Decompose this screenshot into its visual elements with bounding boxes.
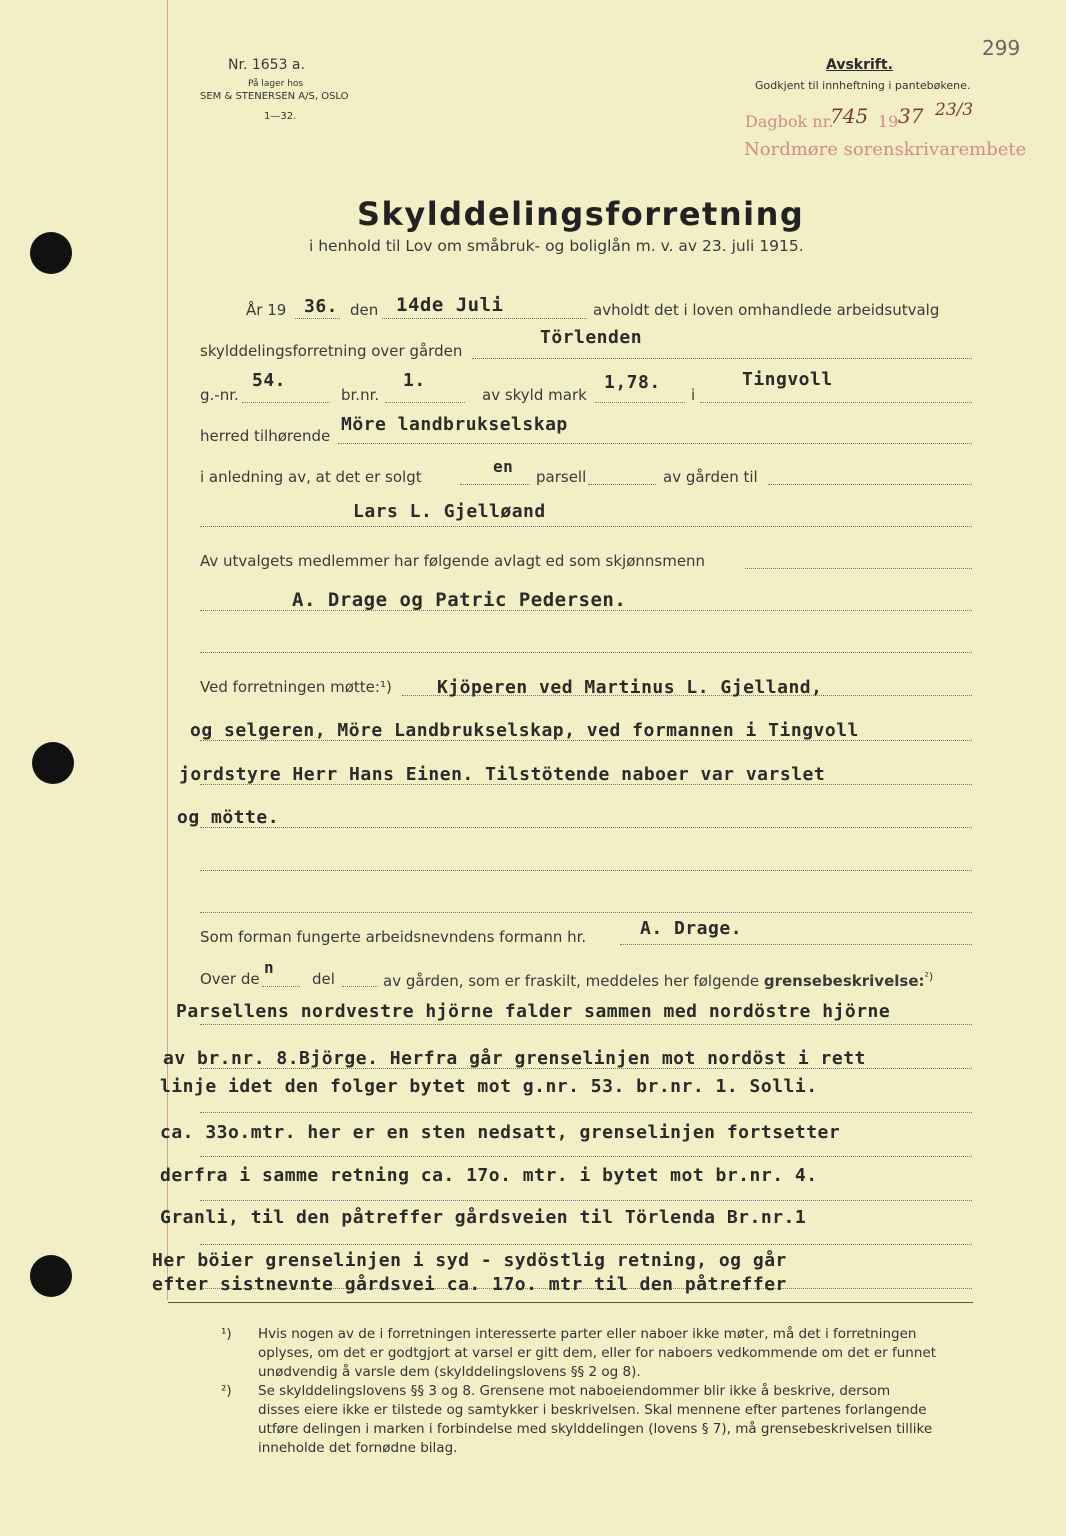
boundary-line-7: Her böier grenselinjen i syd - sydöstlig retning, og går [152, 1250, 787, 1271]
boundary-line-6: Granli, til den påtreffer gårdsveien til Törlenda Br.nr.1 [160, 1207, 807, 1228]
boundary-label-text: av gården, som er fraskilt, meddeles her følgende [383, 972, 760, 990]
stamp-year-prefix: 19 [878, 112, 899, 131]
farm-value: Törlenden [540, 327, 643, 348]
boundary-label-note: ²) [924, 970, 934, 983]
gnr-value: 54. [252, 370, 287, 391]
date-label: den [350, 301, 379, 319]
boundary-line-3: linje idet den folger bytet mot g.nr. 53. br.nr. 1. Solli. [160, 1076, 818, 1097]
page-number: 299 [982, 36, 1021, 60]
footnote-1-line-2: oplyses, om det er godtgjort at varsel er gitt dem, eller for naboers vedkommende om det er funnet [258, 1345, 937, 1361]
date-value: 14de Juli [396, 294, 504, 316]
document-title: Skylddelingsforretning [357, 195, 805, 233]
held-text: avholdt det i loven omhandlede arbeidsutvalg [593, 301, 940, 319]
footnote-1-mark: ¹) [221, 1326, 232, 1342]
boundary-line-2: av br.nr. 8.Björge. Herfra går grenselinjen mot nordöst i rett [163, 1048, 866, 1069]
sold-value: en [493, 457, 514, 476]
parcel-label: parsell [536, 468, 587, 486]
approval-text: Godkjent til innheftning i pantebøkene. [755, 79, 971, 92]
appraisers-label: Av utvalgets medlemmer har følgende avlagt ed som skjønnsmenn [200, 552, 706, 570]
form-number: Nr. 1653 a. [228, 57, 305, 73]
registry-office: Nordmøre sorenskrivarembete [744, 139, 1027, 160]
chair-value: A. Drage. [640, 918, 743, 939]
bnr-label: br.nr. [341, 386, 380, 404]
over-suffix: n [264, 958, 275, 977]
buyer-value: Lars L. Gjelløand [353, 501, 546, 522]
gnr-label: g.-nr. [200, 386, 239, 404]
attended-line-1: Kjöperen ved Martinus L. Gjelland, [437, 677, 823, 698]
footnote-2-mark: ²) [221, 1383, 232, 1399]
municipality-value: Tingvoll [742, 369, 833, 390]
dagbok-label: Dagbok nr. [745, 112, 834, 131]
year-value: 36. [304, 296, 339, 317]
owner-value: Möre landbrukselskap [341, 414, 568, 435]
skyld-label: av skyld mark [482, 386, 587, 404]
appraisers-value: A. Drage og Patric Pedersen. [292, 589, 627, 611]
farm-label: skylddelingsforretning over gården [200, 342, 463, 360]
boundary-line-8: efter sistnevnte gårdsvei ca. 17o. mtr til den påtreffer [152, 1274, 787, 1295]
footnote-2-line-1: Se skylddelingslovens §§ 3 og 8. Grensene mot naboeiendommer blir ikke å beskrive, dersom [258, 1383, 891, 1399]
footnote-2-line-4: inneholde det fornødne bilag. [258, 1440, 458, 1456]
to-label: av gården til [663, 468, 758, 486]
bnr-value: 1. [403, 370, 426, 391]
sold-label: i anledning av, at det er solgt [200, 468, 422, 486]
owner-label: herred tilhørende [200, 427, 331, 445]
boundary-line-1: Parsellens nordvestre hjörne falder sammen med nordöstre hjörne [176, 1001, 891, 1022]
stamp-year: 37 [898, 104, 924, 128]
attended-label: Ved forretningen møtte:¹) [200, 678, 392, 696]
footnote-separator [168, 1302, 973, 1303]
chair-label: Som forman fungerte arbeidsnevndens formann hr. [200, 928, 587, 946]
publisher-line-2: SEM & STENERSEN A/S, OSLO [200, 91, 349, 102]
footnote-2-line-2: disses eiere ikke er tilstede og samtykker i beskrivelsen. Skal mennene efter partenes forlangende [258, 1402, 927, 1418]
del-label: del [312, 970, 335, 988]
skyld-value: 1,78. [604, 372, 661, 393]
over-label: Over de [200, 970, 260, 988]
punch-hole-top [30, 232, 72, 274]
attended-line-2: og selgeren, Möre Landbrukselskap, ved formannen i Tingvoll [190, 720, 859, 741]
municipality-in-label: i [691, 386, 696, 404]
attended-line-3: jordstyre Herr Hans Einen. Tilstötende naboer var varslet [179, 764, 826, 785]
footnote-2-line-3: utføre delingen i marken i forbindelse med skylddelingen (lovens § 7), må grensebeskrivelsen tillike [258, 1421, 933, 1437]
footnote-1-line-1: Hvis nogen av de i forretningen interesserte parter eller naboer ikke møter, må det i forretningen [258, 1326, 917, 1342]
year-label: År 19 [246, 301, 287, 319]
copy-title: Avskrift. [826, 57, 893, 73]
boundary-label-bold: grensebeskrivelse: [763, 972, 925, 990]
stamp-date: 23/3 [935, 100, 974, 120]
document-subtitle: i henhold til Lov om småbruk- og boliglån m. v. av 23. juli 1915. [309, 237, 804, 255]
punch-hole-middle [32, 742, 74, 784]
publisher-line-1: På lager hos [248, 79, 304, 89]
punch-hole-bottom [30, 1255, 72, 1297]
boundary-line-5: derfra i samme retning ca. 17o. mtr. i bytet mot br.nr. 4. [160, 1165, 818, 1186]
attended-line-4: og mötte. [177, 807, 280, 828]
publisher-line-3: 1—32. [264, 111, 297, 122]
dagbok-number: 745 [830, 104, 869, 128]
margin-line [167, 0, 168, 1300]
boundary-line-4: ca. 33o.mtr. her er en sten nedsatt, grenselinjen fortsetter [160, 1122, 841, 1143]
footnote-1-line-3: unødvendig å varsle dem (skylddelingslovens §§ 2 og 8). [258, 1364, 641, 1380]
